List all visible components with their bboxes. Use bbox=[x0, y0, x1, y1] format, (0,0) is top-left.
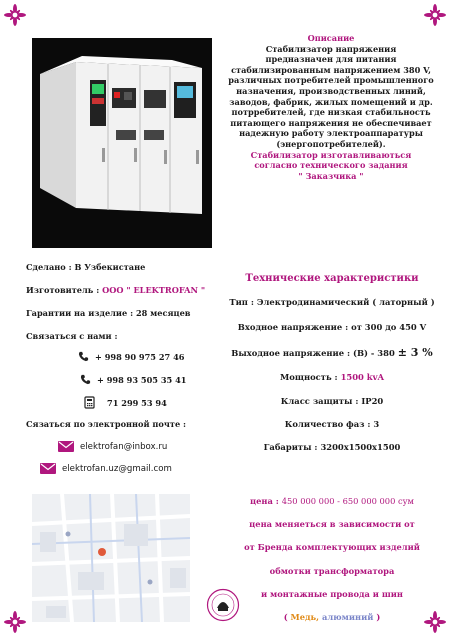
landline-contact[interactable]: 71 299 53 94 bbox=[84, 396, 167, 409]
contact-us-label: Связаться с нами : bbox=[26, 331, 118, 341]
phone-icon bbox=[78, 351, 89, 362]
specs-title: Технические характеристики bbox=[245, 273, 419, 284]
email-contact[interactable]: elektrofan.uz@gmail.com bbox=[40, 463, 172, 474]
flower-ornament-icon bbox=[424, 4, 446, 26]
made-in: Сделано : В Узбекистане bbox=[26, 262, 146, 272]
phone-icon bbox=[80, 374, 91, 385]
price-note: и монтажные провода и шин bbox=[261, 589, 403, 599]
spec-power: Мощность : 1500 kvA bbox=[280, 372, 384, 382]
description-line: предназначен для питания bbox=[265, 54, 397, 65]
description-block bbox=[220, 33, 442, 181]
phone-contact[interactable]: + 998 90 975 27 46 bbox=[78, 351, 184, 362]
email-title: Сязаться по электронной почте : bbox=[26, 419, 187, 429]
manufacturer: Изготовитель : ООО " ELEKTROFAN " bbox=[26, 285, 206, 295]
price-note: от Бренда комплектующих изделий bbox=[244, 542, 420, 552]
materials: ( Медь, алюминий ) bbox=[283, 612, 381, 622]
description-title: Описание bbox=[307, 33, 355, 43]
email-contact[interactable]: elektrofan@inbox.ru bbox=[58, 441, 167, 452]
spec-output: Выходное напряжение : (В) - 380 ± 3 % bbox=[231, 346, 433, 359]
spec-input: Входное напряжение : от 300 до 450 V bbox=[237, 322, 427, 332]
description-line: назначения, производственных линий, bbox=[236, 85, 426, 96]
spec-dimensions: Габариты : 3200х1500х1500 bbox=[263, 442, 401, 452]
description-line: стабилизированным напряжением 380 V, bbox=[231, 64, 431, 75]
spec-type: Тип : Электродинамический ( латорный ) bbox=[229, 297, 435, 307]
warranty: Гарантии на изделие : 28 месяцев bbox=[26, 308, 191, 318]
landline-icon bbox=[84, 396, 95, 409]
spec-protection: Класс защиты : IP20 bbox=[280, 396, 384, 406]
price-note: обмотки трансформатора bbox=[269, 566, 395, 576]
description-line: различных потребителей промышленного bbox=[228, 75, 434, 86]
description-line: заводов, фабрик, жилых помещений и др. bbox=[229, 96, 433, 107]
phone-contact[interactable]: + 998 93 505 35 41 bbox=[80, 374, 186, 385]
price-line: цена : 450 000 000 - 650 000 000 сум bbox=[250, 496, 414, 506]
mail-icon bbox=[40, 463, 56, 474]
description-line: питающего напряжения не обеспечивает bbox=[230, 117, 432, 128]
description-line: потрребителей, где низкая стабильность bbox=[231, 107, 431, 118]
description-note: " Заказчика " bbox=[298, 170, 364, 181]
description-note: согласно технического задания bbox=[254, 160, 408, 171]
description-note: Стабилизатор изготавливаються bbox=[250, 149, 412, 160]
product-photo bbox=[32, 38, 212, 248]
spec-phases: Количество фаз : 3 bbox=[284, 419, 380, 429]
description-line: (энергопотребителей). bbox=[276, 138, 386, 149]
mail-icon bbox=[58, 441, 74, 452]
description-line: надежную работу электроаппаратуры bbox=[239, 128, 423, 139]
flower-ornament-icon bbox=[4, 611, 26, 633]
price-note: цена меняеться в зависимости от bbox=[249, 519, 415, 529]
location-map[interactable] bbox=[32, 494, 190, 622]
logo-emblem bbox=[206, 588, 240, 622]
description-line: Стабилизатор напряжения bbox=[265, 43, 397, 54]
flower-ornament-icon bbox=[4, 4, 26, 26]
